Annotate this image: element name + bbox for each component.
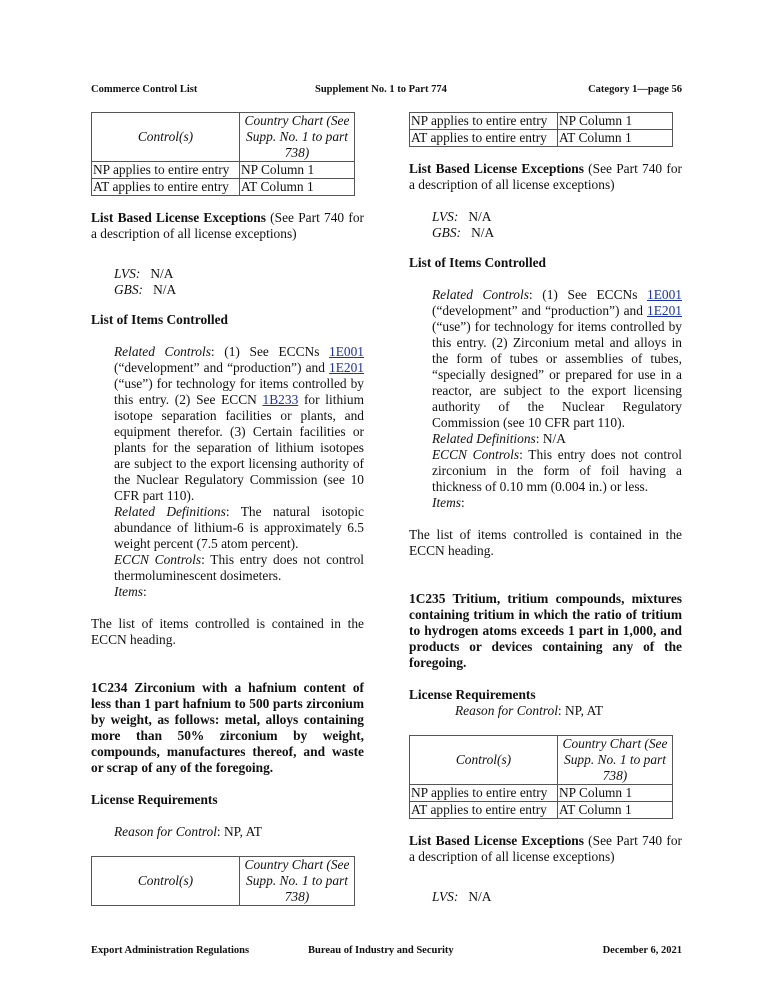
eccn-controls: ECCN Controls: This entry does not control zirconium in the form of foil having a thickness of 0.10 mm (0.004 in.) or less. [432,447,682,494]
col-header-controls: Control(s) [92,113,240,162]
col-header-controls: Control(s) [410,736,558,785]
lvs-line: LVS: N/A [432,889,492,904]
license-requirements-title: License Requirements [409,687,536,702]
col-header-country-chart: Country Chart (See Supp. No. 1 to part 738) [240,857,355,906]
table-row: NP applies to entire entry NP Column 1 [410,113,673,130]
related-definitions: Related Definitions: The natural isotopic abundance of lithium-6 is approximately 6.5 weight percent (7.5 atom percent). [114,504,364,551]
related-controls: Related Controls: (1) See ECCNs 1E001 (“development” and “production”) and 1E201 (“use”) for technology for items controlled by this entry. (2) See ECCN 1B233 for lithium isotope separation facilities or plants, and equipment therefor. (3) Certain facilities or plants for the separation of lithium isotopes are subject to the export licensing authority of the Nuclear Regulatory Commission (see 10 CFR part 110). [114,344,364,503]
footer-center: Bureau of Industry and Security [308,945,454,956]
footer-right: December 6, 2021 [602,945,682,956]
eccn-heading-1c235: 1C235 Tritium, tritium compounds, mixtures containing tritium in which the ratio of tritium to hydrogen atoms exceeds 1 part in 1,000, and products or devices containing any of the foregoing. [409,591,682,670]
table-row: NP applies to entire entry NP Column 1 [92,162,355,179]
items-label: Items: [432,495,465,510]
header-center: Supplement No. 1 to Part 774 [315,84,447,95]
gbs-line: GBS: N/A [114,282,177,297]
table-row: NP applies to entire entry NP Column 1 [410,785,673,802]
table-row: AT applies to entire entry AT Column 1 [92,179,355,196]
control-table [91,112,355,196]
eccn-heading-1c234: 1C234 Zirconium with a hafnium content of less than 1 part hafnium to 500 parts zirconium by weight, as follows: metal, alloys containing more than 50% zirconium by weight, compounds, manufactures thereof, and waste or scrap of any of the foregoing. [91,680,364,775]
reason-for-control: Reason for Control: NP, AT [114,824,262,839]
lble-paragraph: List Based License Exceptions (See Part 740 for a description of all license exceptions) [409,833,682,864]
link-1e201[interactable]: 1E201 [329,360,364,375]
table-row: AT applies to entire entry AT Column 1 [410,130,673,147]
table-row: AT applies to entire entry AT Column 1 [410,802,673,819]
header-right: Category 1—page 56 [588,84,682,95]
section-title-loic: List of Items Controlled [409,255,546,270]
reason-for-control: Reason for Control: NP, AT [455,703,603,718]
related-definitions: Related Definitions: N/A [432,431,566,446]
gbs-line: GBS: N/A [432,225,495,240]
section-title-loic: List of Items Controlled [91,312,228,327]
page-footer [91,943,682,959]
left-column [91,112,364,906]
lble-paragraph: List Based License Exceptions (See Part 740 for a description of all license exceptions) [409,161,682,192]
lvs-line: LVS: N/A [432,209,492,224]
control-table [409,735,673,819]
col-header-country-chart: Country Chart (See Supp. No. 1 to part 738) [240,113,355,162]
link-1e001[interactable]: 1E001 [329,344,364,359]
license-requirements-title: License Requirements [91,792,218,807]
related-controls: Related Controls: (1) See ECCNs 1E001 (“development” and “production”) and 1E201 (“use”) for technology for items controlled by this entry. (2) Zirconium metal and alloys in the form of tubes or assemblies of tubes, “specially designed” or prepared for use in a reactor, are subject to the export licensing authority of the Nuclear Regulatory Commission (see 10 CFR part 110). [432,287,682,430]
link-1b233[interactable]: 1B233 [262,392,299,407]
header-left: Commerce Control List [91,84,198,95]
control-table [91,856,355,906]
link-1e201[interactable]: 1E201 [647,303,682,318]
page-header [91,82,682,98]
col-header-controls: Control(s) [92,857,240,906]
items-label: Items: [114,584,147,599]
items-list-text: The list of items controlled is contained in the ECCN heading. [409,527,682,558]
col-header-country-chart: Country Chart (See Supp. No. 1 to part 738) [558,736,673,785]
lvs-line: LVS: N/A [114,266,174,281]
control-table-continued [409,112,673,147]
lble-paragraph: List Based License Exceptions (See Part 740 for a description of all license exceptions) [91,210,364,241]
items-list-text: The list of items controlled is contained in the ECCN heading. [91,616,364,647]
eccn-controls: ECCN Controls: This entry does not control thermoluminescent dosimeters. [114,552,364,583]
link-1e001[interactable]: 1E001 [647,287,682,302]
right-column [409,112,682,905]
footer-left: Export Administration Regulations [91,945,250,956]
